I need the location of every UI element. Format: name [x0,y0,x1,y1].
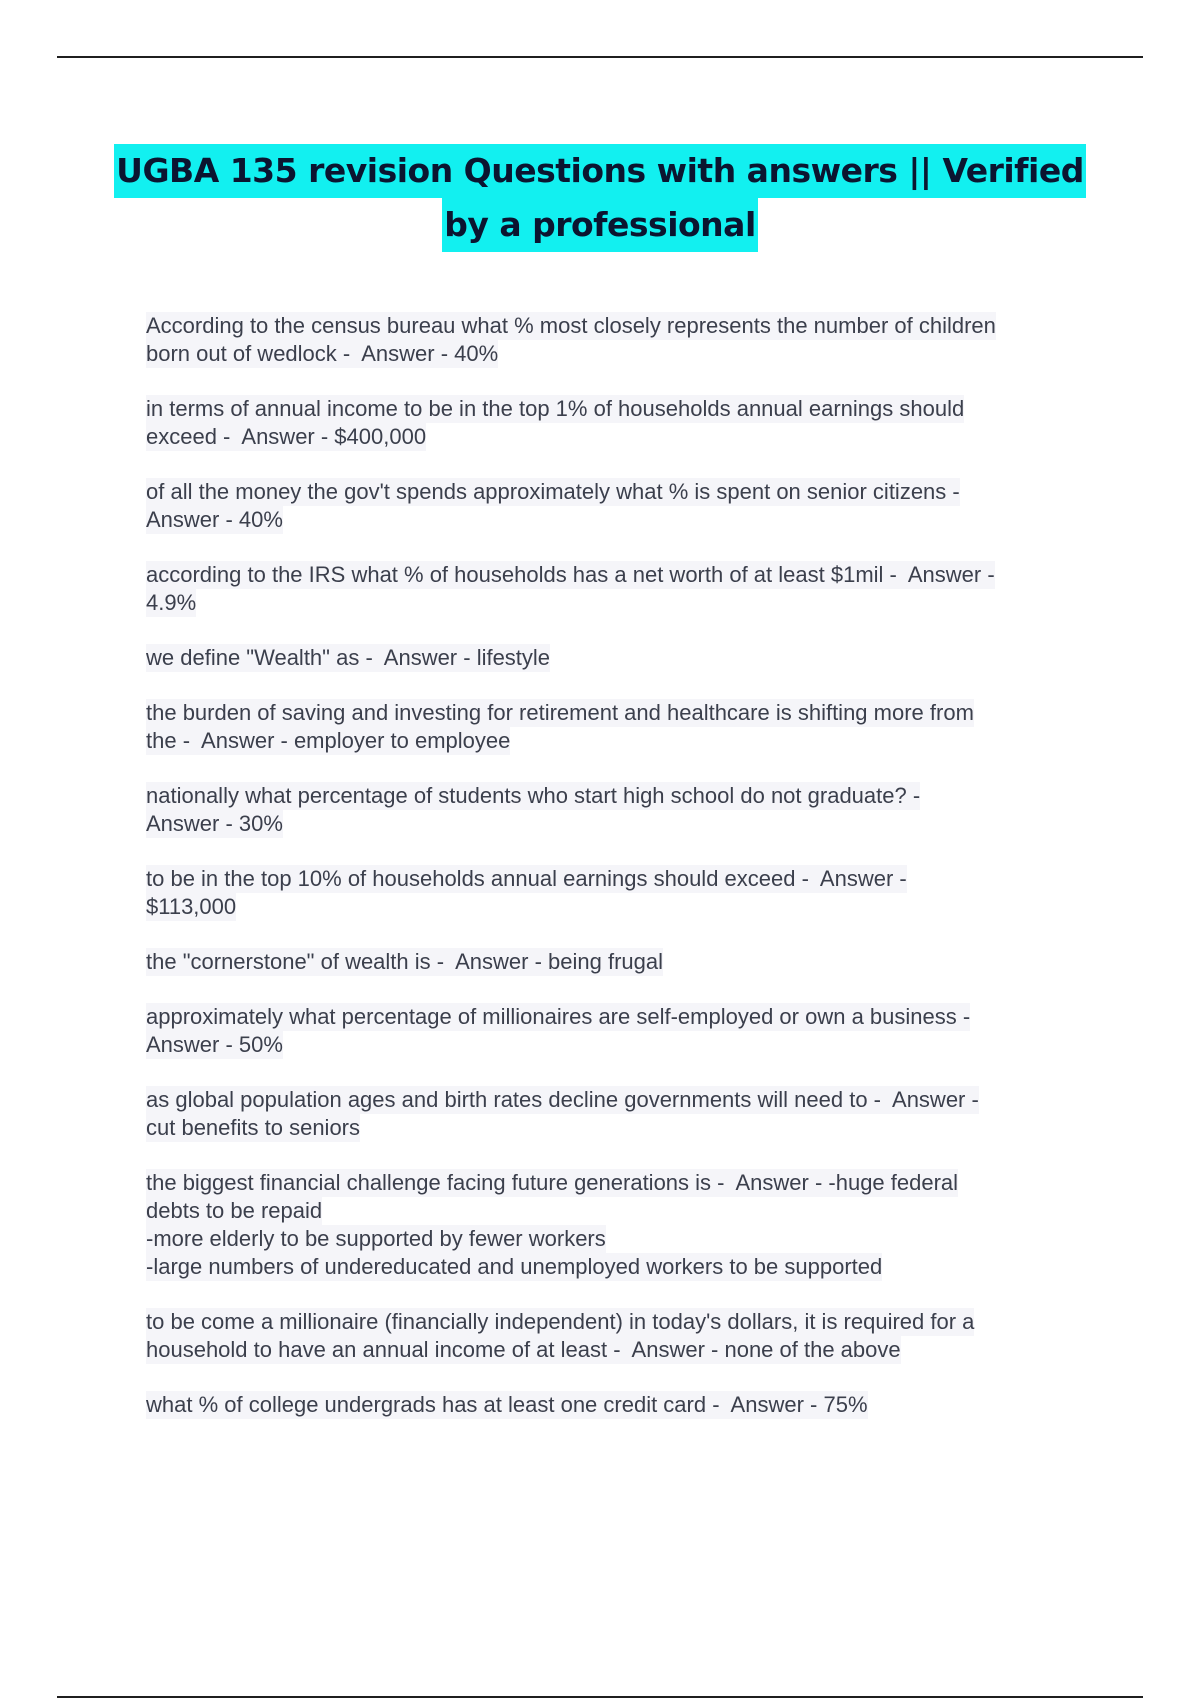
qa-line: nationally what percentage of students who start high school do not graduate? - [146,783,921,808]
qa-line: 4.9% [146,590,197,615]
qa-line: the - Answer - employer to employee [146,728,511,753]
qa-list [146,312,1086,1446]
qa-line: what % of college undergrads has at least one credit card - Answer - 75% [146,1392,868,1417]
qa-line: to be in the top 10% of households annual earnings should exceed - Answer - [146,866,907,891]
qa-line: Answer - 30% [146,811,283,836]
qa-line: exceed - Answer - $400,000 [146,424,427,449]
qa-line: of all the money the gov't spends approximately what % is spent on senior citizens - [146,479,960,504]
title-line-1: UGBA 135 revision Questions with answers || Verified [114,144,1086,198]
qa-item [146,312,1086,368]
qa-line: the "cornerstone" of wealth is - Answer - being frugal [146,949,663,974]
qa-item [146,948,1086,976]
qa-line: the burden of saving and investing for retirement and healthcare is shifting more from [146,700,974,725]
qa-line: born out of wedlock - Answer - 40% [146,341,499,366]
qa-line: Answer - 40% [146,507,283,532]
qa-line: in terms of annual income to be in the top 1% of households annual earnings should [146,396,965,421]
qa-line: as global population ages and birth rates decline governments will need to - Answer - [146,1087,979,1112]
qa-item [146,1169,1086,1281]
qa-line: household to have an annual income of at least - Answer - none of the above [146,1337,901,1362]
qa-line: -large numbers of undereducated and unemployed workers to be supported [146,1254,883,1279]
qa-item [146,395,1086,451]
qa-line: to be come a millionaire (financially independent) in today's dollars, it is required for a [146,1309,975,1334]
bottom-rule [57,1696,1143,1698]
qa-item [146,561,1086,617]
qa-item [146,782,1086,838]
qa-item [146,865,1086,921]
qa-line: debts to be repaid [146,1198,323,1223]
qa-item [146,1391,1086,1419]
qa-line: we define "Wealth" as - Answer - lifestyle [146,645,551,670]
qa-item [146,699,1086,755]
qa-item [146,1086,1086,1142]
qa-item [146,1003,1086,1059]
qa-line: approximately what percentage of millionaires are self-employed or own a business - [146,1004,971,1029]
qa-item [146,1308,1086,1364]
top-rule [57,56,1143,58]
qa-line: the biggest financial challenge facing future generations is - Answer - -huge federal [146,1170,959,1195]
qa-line: according to the IRS what % of households has a net worth of at least $1mil - Answer - [146,562,995,587]
document-title [60,144,1140,252]
qa-item [146,644,1086,672]
qa-line: $113,000 [146,894,237,919]
qa-line: cut benefits to seniors [146,1115,361,1140]
qa-line: Answer - 50% [146,1032,283,1057]
qa-line: -more elderly to be supported by fewer workers [146,1226,606,1251]
qa-item [146,478,1086,534]
qa-line: According to the census bureau what % most closely represents the number of children [146,313,996,338]
title-line-2: by a professional [442,198,758,252]
